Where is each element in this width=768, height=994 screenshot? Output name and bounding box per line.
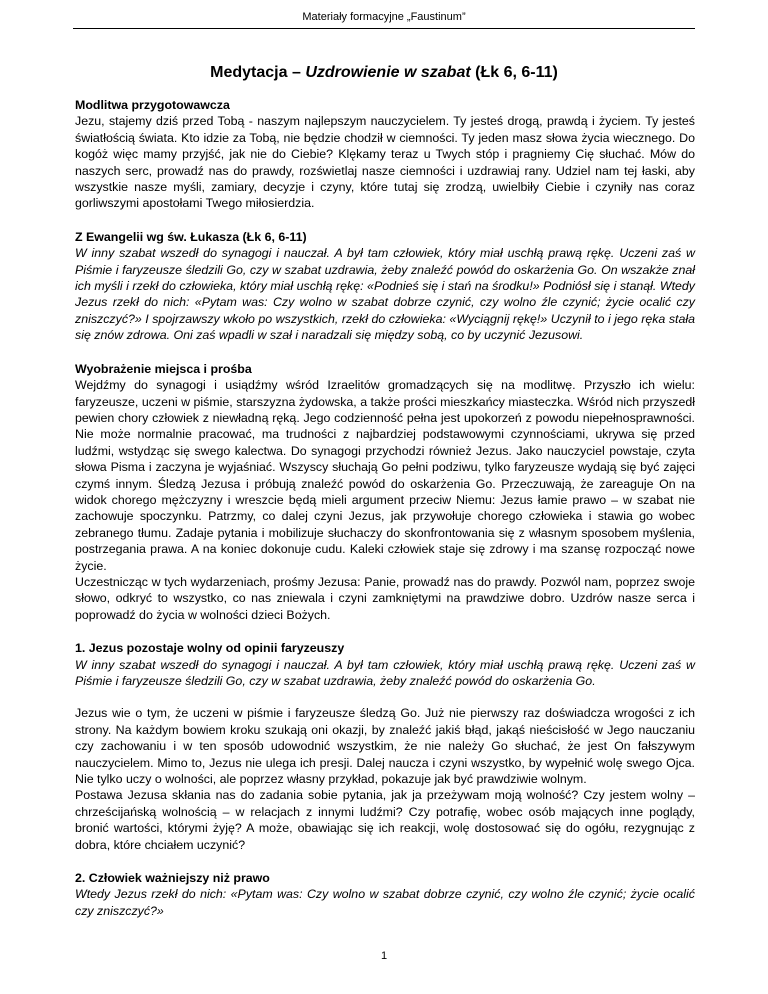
page-number: 1	[380, 950, 388, 962]
document-title	[0, 64, 768, 82]
section-point-1	[75, 640, 695, 853]
section-prayer	[75, 97, 695, 212]
spacer	[75, 689, 695, 705]
page-header: Materiały formacyjne „Faustinum”	[302, 11, 466, 23]
paragraph: Uczestnicząc w tych wydarzeniach, prośmy Jezusa: Panie, prowadź nas do prawdy. Pozwól nam, poprzez swoje słowo, odkryć to wszystko, co nas zniewala i czyni zamkniętymi na prawdziwe dobro. Uzdrów nasze serca i poprowadź do życia w wolności dzieci Bożych.	[75, 574, 695, 622]
section-heading: Modlitwa przygotowawcza	[75, 98, 230, 112]
section-imagination	[75, 361, 695, 624]
header-rule	[73, 28, 695, 29]
paragraph: Jezus wie o tym, że uczeni w piśmie i faryzeusze śledzą Go. Już nie pierwszy raz doświadcza wrogości z ich strony. Na każdym bowiem kroku szukają oni okazji, by znaleźć jakiś błąd, jakąś nieścisłość w Jego nauczaniu czy zachowaniu i w ten sposób udowodnić wszystkim, że nie należy Go słuchać, że jest On fałszywym nauczycielem. Mimo to, Jezus nie ulega ich presji. Dalej naucza i czyni wszystko, by wypełnić wolę swego Ojca. Nie tylko uczy o wolności, ale poprzez własny przykład, pokazuje jak być prawdziwie wolnym.	[75, 706, 695, 787]
section-heading: 2. Człowiek ważniejszy niż prawo	[75, 871, 270, 886]
section-heading: 1. Jezus pozostaje wolny od opinii faryzeuszy	[75, 641, 345, 656]
section-gospel	[75, 229, 695, 344]
paragraph: Wejdźmy do synagogi i usiądźmy wśród Izraelitów gromadzących się na modlitwę. Przyszło ich wielu: faryzeusze, uczeni w piśmie, starszyzna żydowska, a także prości mieszkańcy miasteczka. Wśród nich przyszedł pewien chory człowiek z niewładną ręką. Jego codzienność pełna jest upokorzeń z powodu niepełnosprawności. Nie może normalnie pracować, ma trudności z najbardziej podstawowymi czynnościami, ukrywa się przed ludźmi, wstydząc się swego kalectwa. Do synagogi przychodzi również Jezus. Jako nauczyciel powstaje, czyta słowa Pisma i zaczyna je wyjaśniać. Wszyscy słuchają Go pełni podziwu, tylko faryzeusze wydają się być zajęci czymś innym. Śledzą Jezusa i próbują znaleźć powód do oskarżenia Go. Przeczuwają, że zareaguje On na widok chorego mężczyzny i wreszcie będą mieli argument przeciw Niemu: Jezus łamie prawo – w szabat nie zachowuje spoczynku. Patrzmy, co dalej czyni Jezus, jak przywołuje chorego człowieka i stawia go wobec zebranego tłumu. Zadaje pytania i mobilizuje słuchaczy do skonfrontowania się z własnym sposobem myślenia, postrzegania prawa. A na koniec dokonuje cudu. Kaleki człowiek staje się zdrowy i ma szansę rozpocząć nowe życie.	[75, 378, 695, 573]
scripture-quote: Wtedy Jezus rzekł do nich: «Pytam was: Czy wolno w szabat dobrze czynić, czy wolno źle czynić; życie ocalić czy zniszczyć?»	[75, 887, 695, 918]
title-italic: Uzdrowienie w szabat	[305, 64, 471, 81]
section-heading: Z Ewangelii wg św. Łukasza (Łk 6, 6-11)	[75, 229, 307, 244]
title-suffix: (Łk 6, 6-11)	[470, 64, 558, 81]
paragraph: Jezu, stajemy dziś przed Tobą - naszym najlepszym nauczycielem. Ty jesteś drogą, prawdą i życiem. Ty jesteś światłością świata. Kto idzie za Tobą, nie będzie chodził w ciemności. Ty jeden masz słowa życia wiecznego. Do kogóż więc mamy przyjść, jak nie do Ciebie? Klękamy teraz u Twych stóp i pragniemy Cię słuchać. Mów do naszych serc, prowadź nas do prawdy, rozświetlaj nasze ciemności i uzdrawiaj rany. Udziel nam tej łaski, aby wszystkie nasze myśli, zamiary, decyzje i czyny, które tutaj się zrodzą, uwielbiły Ciebie i czyniły nas coraz gorliwszymi apostołami Twego miłosierdzia.	[75, 114, 695, 211]
document-body	[75, 97, 695, 936]
paragraph: Postawa Jezusa skłania nas do zadania sobie pytania, jak ja przeżywam moją wolność? Czy jestem wolny – chrześcijańską wolnością – w relacjach z innymi ludźmi? Czy potrafię, wobec osób mających inne poglądy, bronić wartości, którymi żyję? A może, obawiając się ich reakcji, wolę dostosować się do ogółu, rezygnując z dobra, które chciałem uczynić?	[75, 788, 695, 852]
scripture-quote: W inny szabat wszedł do synagogi i nauczał. A był tam człowiek, który miał uschłą prawą rękę. Uczeni zaś w Piśmie i faryzeusze śledzili Go, czy w szabat uzdrawia, żeby znaleźć powód do oskarżenia Go. On wszakże znał ich myśli i rzekł do człowieka, który miał uschłą rękę: «Podnieś się i stań na środku!» Podniósł się i stanął. Wtedy Jezus rzekł do nich: «Pytam was: Czy wolno w szabat dobrze czynić, czy wolno źle czynić; życie ocalić czy zniszczyć?» I spojrzawszy wkoło po wszystkich, rzekł do człowieka: «Wyciągnij rękę!» Uczynił to i jego ręka stała się znów zdrowa. Oni zaś wpadli w szał i naradzali się między sobą, co by uczynić Jezusowi.	[75, 246, 695, 343]
scripture-quote: W inny szabat wszedł do synagogi i nauczał. A był tam człowiek, który miał uschłą prawą rękę. Uczeni zaś w Piśmie i faryzeusze śledzili Go, czy w szabat uzdrawia, żeby znaleźć powód do oskarżenia Go.	[75, 657, 695, 688]
title-prefix: Medytacja –	[210, 64, 306, 81]
section-heading: Wyobrażenie miejsca i prośba	[75, 361, 252, 376]
section-point-2	[75, 870, 695, 919]
